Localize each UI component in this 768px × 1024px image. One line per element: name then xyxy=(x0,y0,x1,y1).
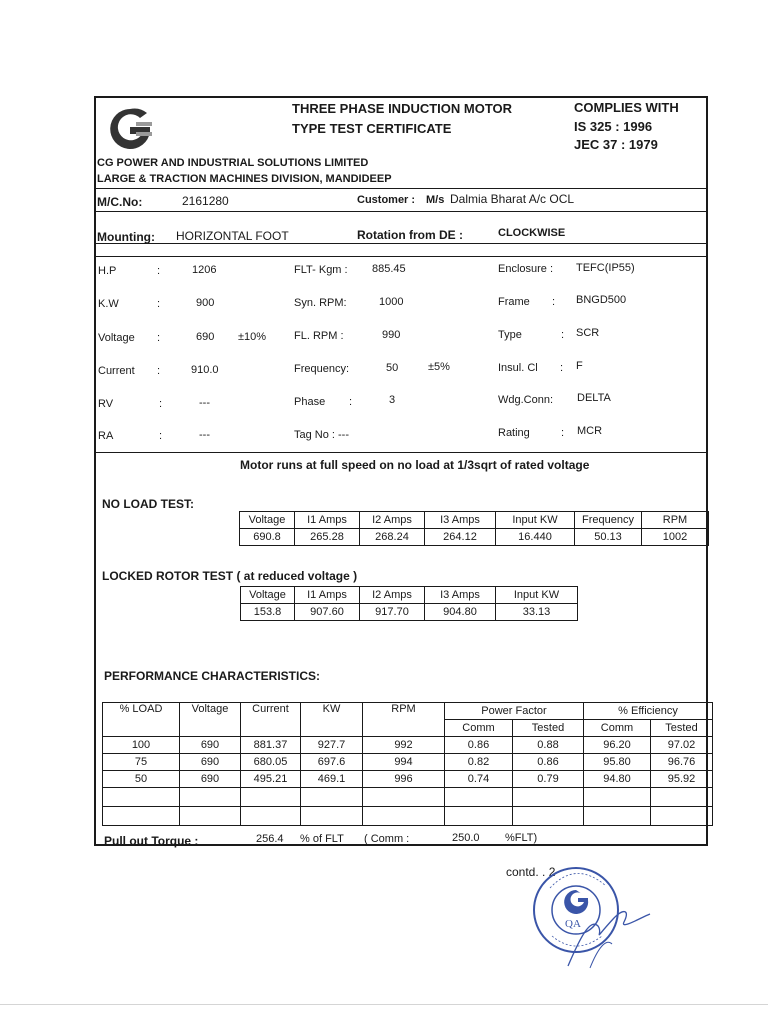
colon: : xyxy=(159,398,163,410)
colon: : xyxy=(349,396,353,408)
table-header: I1 Amps xyxy=(295,512,360,529)
division-name: LARGE & TRACTION MACHINES DIVISION, MANDIDEEP xyxy=(97,173,392,185)
certificate-title-line2: TYPE TEST CERTIFICATE xyxy=(292,121,452,136)
mc-no-value: 2161280 xyxy=(182,194,229,208)
table-header: % Efficiency xyxy=(584,703,713,720)
table-subheader: Comm xyxy=(584,720,651,737)
table-header: I1 Amps xyxy=(295,587,360,604)
frame-label: Frame xyxy=(498,296,530,308)
colon: : xyxy=(157,265,161,277)
table-cell: 697.6 xyxy=(301,754,363,771)
table-cell: 907.60 xyxy=(295,604,360,621)
flt-kgm-label: FLT- Kgm : xyxy=(294,264,348,276)
ra-label: RA xyxy=(98,430,114,442)
colon: : xyxy=(157,298,161,310)
table-cell xyxy=(180,788,241,807)
table-header: I2 Amps xyxy=(360,587,425,604)
table-row-empty xyxy=(103,807,713,826)
table-header: Voltage xyxy=(241,587,295,604)
frequency-tolerance: ±5% xyxy=(428,361,450,373)
table-header: Voltage xyxy=(240,512,295,529)
type-label: Type xyxy=(498,329,522,341)
no-load-note: Motor runs at full speed on no load at 1/3sqrt of rated voltage xyxy=(240,458,590,472)
table-cell xyxy=(301,788,363,807)
kw-label: K.W xyxy=(98,298,119,310)
phase-label: Phase xyxy=(294,396,326,408)
table-cell: 264.12 xyxy=(425,529,496,546)
scan-artifact-line xyxy=(0,1004,768,1005)
voltage-tolerance: ±10% xyxy=(238,331,267,343)
table-cell: 992 xyxy=(363,737,445,754)
table-cell: 0.86 xyxy=(445,737,513,754)
table-cell: 96.20 xyxy=(584,737,651,754)
table-cell xyxy=(513,807,584,826)
table-cell: 927.7 xyxy=(301,737,363,754)
certificate-title-line1: THREE PHASE INDUCTION MOTOR xyxy=(292,101,513,116)
voltage-label: Voltage xyxy=(98,332,135,344)
insul-class-value: F xyxy=(576,360,583,372)
table-cell: 690 xyxy=(180,737,241,754)
mounting-value: HORIZONTAL FOOT xyxy=(176,229,289,243)
mc-no-label: M/C.No: xyxy=(97,195,143,209)
table-cell xyxy=(584,807,651,826)
frequency-label: Frequency: xyxy=(294,363,350,375)
tag-no-label: Tag No : --- xyxy=(294,429,350,441)
table-cell: 94.80 xyxy=(584,771,651,788)
kw-value: 900 xyxy=(196,297,215,309)
table-cell: 690 xyxy=(180,771,241,788)
insul-class-label: Insul. Cl xyxy=(498,362,538,374)
divider xyxy=(94,188,708,189)
table-cell: 97.02 xyxy=(651,737,713,754)
table-cell: 1002 xyxy=(642,529,709,546)
rv-value: --- xyxy=(199,397,210,409)
table-cell: 33.13 xyxy=(496,604,578,621)
colon: : xyxy=(561,329,565,341)
fl-rpm-value: 990 xyxy=(382,329,401,341)
table-cell: 690 xyxy=(180,754,241,771)
table-cell: 690.8 xyxy=(240,529,295,546)
table-cell: 469.1 xyxy=(301,771,363,788)
pullout-comm-label: ( Comm : xyxy=(364,833,410,845)
table-cell: 0.82 xyxy=(445,754,513,771)
table-row xyxy=(103,737,713,754)
table-header: Current xyxy=(241,703,301,737)
wdg-conn-value: DELTA xyxy=(577,392,611,404)
table-header: RPM xyxy=(642,512,709,529)
table-cell: 96.76 xyxy=(651,754,713,771)
type-value: SCR xyxy=(576,327,600,339)
customer-prefix: M/s xyxy=(426,194,445,206)
colon: : xyxy=(157,332,161,344)
pullout-torque-label: Pull out Torque : xyxy=(104,834,199,848)
table-cell xyxy=(651,788,713,807)
complies-label: COMPLIES WITH xyxy=(574,100,679,115)
colon: : xyxy=(159,430,163,442)
table-cell xyxy=(363,807,445,826)
table-cell: 0.74 xyxy=(445,771,513,788)
table-cell: 904.80 xyxy=(425,604,496,621)
stamp-center-text: QA xyxy=(565,918,581,930)
current-label: Current xyxy=(98,365,135,377)
table-cell: 50 xyxy=(103,771,180,788)
rating-label: Rating xyxy=(498,427,530,439)
table-row-empty xyxy=(103,788,713,807)
customer-value: Dalmia Bharat A/c OCL xyxy=(450,192,575,206)
colon: : xyxy=(552,296,556,308)
table-header: I3 Amps xyxy=(425,587,496,604)
pullout-torque-unit: % of FLT xyxy=(300,833,344,845)
company-name: CG POWER AND INDUSTRIAL SOLUTIONS LIMITED xyxy=(97,157,369,169)
table-header: Input KW xyxy=(496,587,578,604)
table-cell xyxy=(513,788,584,807)
table-row xyxy=(103,754,713,771)
table-cell: 996 xyxy=(363,771,445,788)
mounting-label: Mounting: xyxy=(97,230,155,244)
continued-note: contd. . 2 xyxy=(506,865,556,879)
table-header: Frequency xyxy=(575,512,642,529)
table-subheader: Comm xyxy=(445,720,513,737)
table-cell: 680.05 xyxy=(241,754,301,771)
table-cell: 0.88 xyxy=(513,737,584,754)
table-cell xyxy=(584,788,651,807)
table-cell: 495.21 xyxy=(241,771,301,788)
frame-value: BNGD500 xyxy=(576,294,627,306)
table-row xyxy=(103,771,713,788)
wdg-conn-label: Wdg.Conn: xyxy=(498,394,554,406)
divider xyxy=(94,243,708,244)
table-cell: 917.70 xyxy=(360,604,425,621)
table-header: KW xyxy=(301,703,363,737)
table-cell: 50.13 xyxy=(575,529,642,546)
table-cell: 75 xyxy=(103,754,180,771)
table-cell xyxy=(301,807,363,826)
rating-value: MCR xyxy=(577,425,603,437)
table-header: Input KW xyxy=(496,512,575,529)
pullout-torque-value: 256.4 xyxy=(256,833,284,845)
table-subheader: Tested xyxy=(513,720,584,737)
locked-rotor-table xyxy=(240,586,578,621)
flt-kgm-value: 885.45 xyxy=(372,263,406,275)
table-cell: 153.8 xyxy=(241,604,295,621)
pullout-comm-value: 250.0 xyxy=(452,832,480,844)
table-header: % LOAD xyxy=(103,703,180,737)
table-cell xyxy=(103,788,180,807)
table-cell xyxy=(651,807,713,826)
voltage-value: 690 xyxy=(196,331,215,343)
qa-stamp-icon xyxy=(520,848,660,978)
table-header: RPM xyxy=(363,703,445,737)
rotation-value: CLOCKWISE xyxy=(498,227,566,239)
table-cell: 95.80 xyxy=(584,754,651,771)
rv-label: RV xyxy=(98,398,114,410)
rotation-label: Rotation from DE : xyxy=(357,228,463,242)
enclosure-label: Enclosure : xyxy=(498,263,554,275)
table-cell: 881.37 xyxy=(241,737,301,754)
table-cell xyxy=(363,788,445,807)
table-cell: 994 xyxy=(363,754,445,771)
table-cell: 268.24 xyxy=(360,529,425,546)
table-header: I3 Amps xyxy=(425,512,496,529)
fl-rpm-label: FL. RPM : xyxy=(294,330,344,342)
table-cell xyxy=(241,807,301,826)
pullout-comm-unit: %FLT) xyxy=(505,832,538,844)
enclosure-value: TEFC(IP55) xyxy=(576,262,635,274)
customer-label: Customer : xyxy=(357,194,416,206)
colon: : xyxy=(560,362,564,374)
standard-jec: JEC 37 : 1979 xyxy=(574,137,658,152)
colon: : xyxy=(157,365,161,377)
table-cell xyxy=(445,807,513,826)
syn-rpm-value: 1000 xyxy=(379,296,404,308)
table-cell: 16.440 xyxy=(496,529,575,546)
hp-label: H.P xyxy=(98,265,117,277)
colon: : xyxy=(561,427,565,439)
hp-value: 1206 xyxy=(192,264,217,276)
table-header: I2 Amps xyxy=(360,512,425,529)
syn-rpm-label: Syn. RPM: xyxy=(294,297,347,309)
table-cell xyxy=(241,788,301,807)
ra-value: --- xyxy=(199,429,210,441)
table-cell: 95.92 xyxy=(651,771,713,788)
table-header: Voltage xyxy=(180,703,241,737)
no-load-title: NO LOAD TEST: xyxy=(102,497,194,511)
performance-table xyxy=(102,702,713,826)
divider xyxy=(94,452,708,453)
table-cell: 265.28 xyxy=(295,529,360,546)
divider xyxy=(94,211,708,212)
locked-rotor-title: LOCKED ROTOR TEST ( at reduced voltage ) xyxy=(102,569,358,583)
divider xyxy=(94,256,708,257)
table-cell xyxy=(445,788,513,807)
table-cell xyxy=(103,807,180,826)
no-load-table xyxy=(239,511,709,546)
table-cell: 0.79 xyxy=(513,771,584,788)
cg-logo-icon xyxy=(100,104,160,154)
frequency-value: 50 xyxy=(386,362,399,374)
current-value: 910.0 xyxy=(191,364,219,376)
table-cell: 100 xyxy=(103,737,180,754)
standard-is: IS 325 : 1996 xyxy=(574,119,653,134)
table-header: Power Factor xyxy=(445,703,584,720)
performance-title: PERFORMANCE CHARACTERISTICS: xyxy=(104,669,320,683)
table-cell: 0.86 xyxy=(513,754,584,771)
phase-value: 3 xyxy=(389,394,396,406)
table-cell xyxy=(180,807,241,826)
table-subheader: Tested xyxy=(651,720,713,737)
